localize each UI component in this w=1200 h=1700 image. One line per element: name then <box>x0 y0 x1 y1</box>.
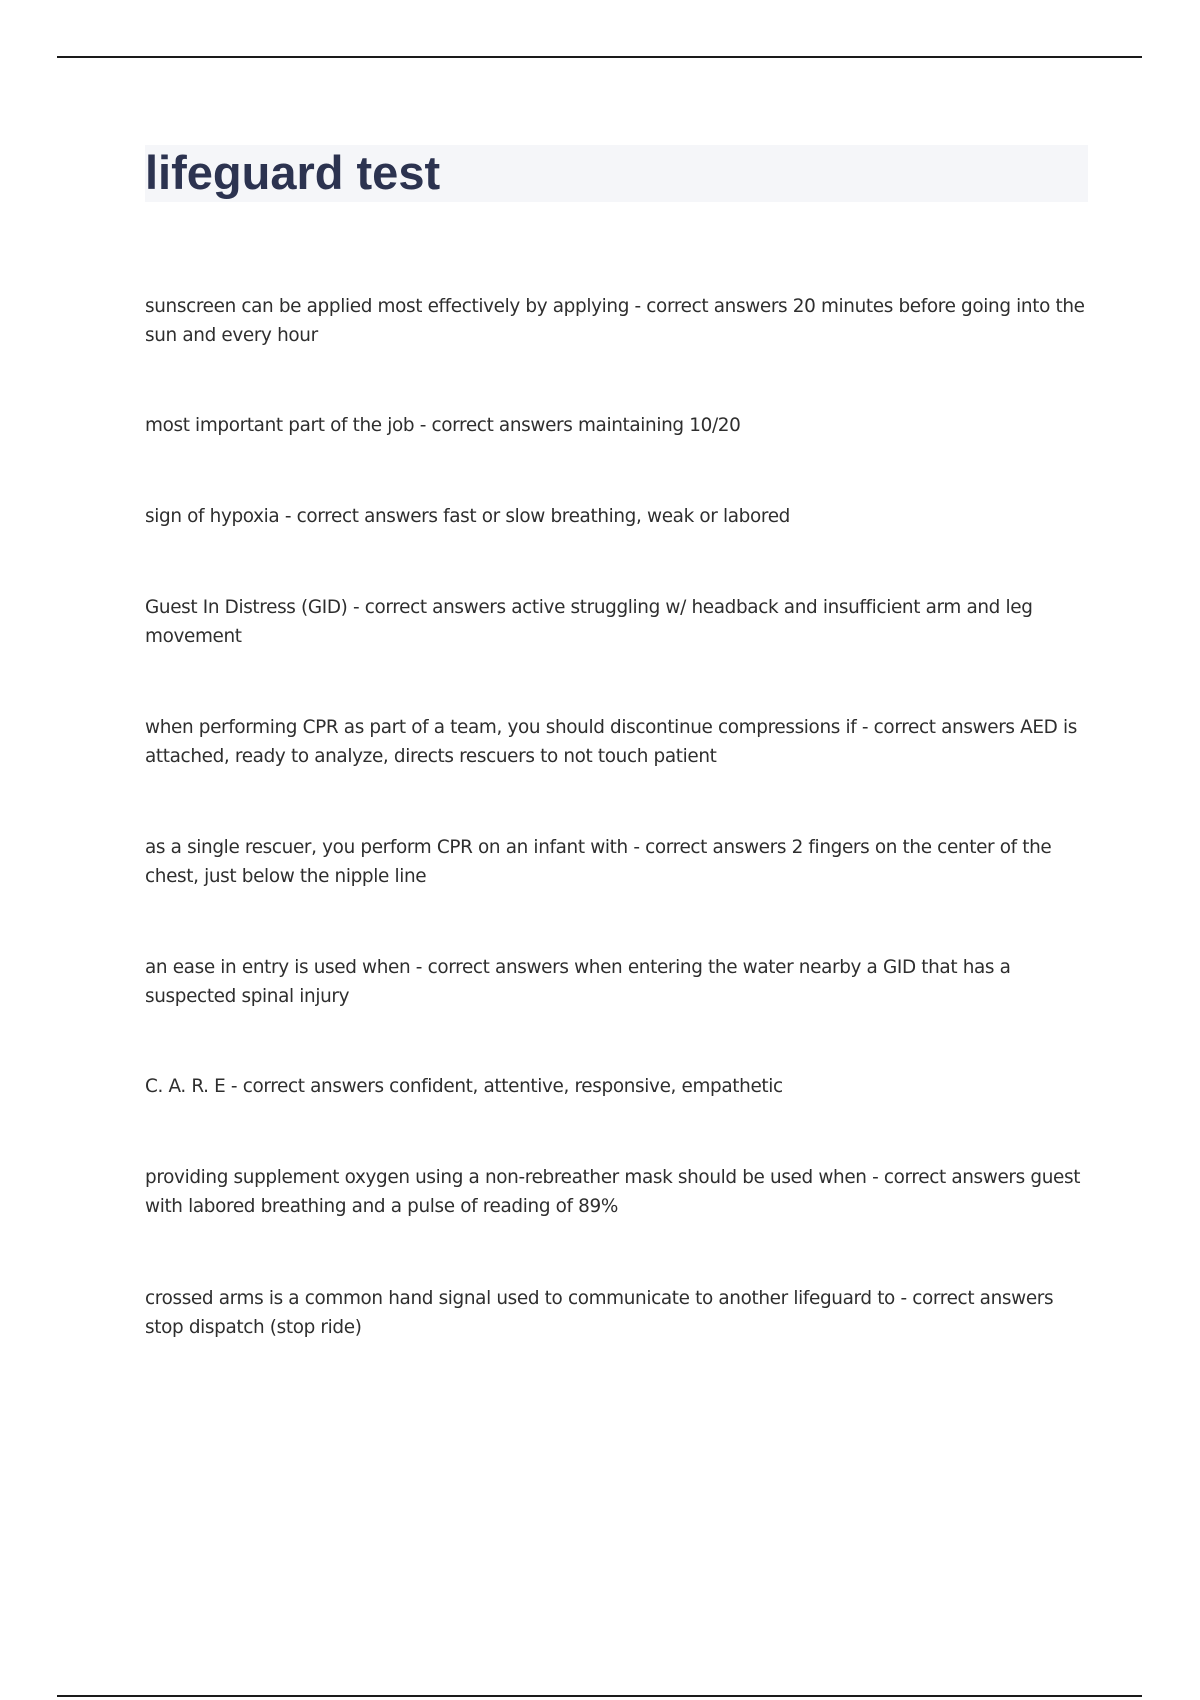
document-title: lifeguard test <box>145 146 441 199</box>
qa-item: sunscreen can be applied most effectively by applying - correct answers 20 minutes before going into the sun and every hour <box>145 296 1085 346</box>
qa-item: as a single rescuer, you perform CPR on an infant with - correct answers 2 fingers on the center of the chest, just below the nipple line <box>145 837 1052 887</box>
qa-item: providing supplement oxygen using a non-rebreather mask should be used when - correct answers guest with labored breathing and a pulse of reading of 89% <box>145 1167 1081 1217</box>
qa-item: most important part of the job - correct answers maintaining 10/20 <box>145 415 741 436</box>
header-rule <box>57 56 1142 58</box>
qa-item: C. A. R. E - correct answers confident, attentive, responsive, empathetic <box>145 1076 783 1097</box>
qa-item: crossed arms is a common hand signal used to communicate to another lifeguard to - correct answers stop dispatch (stop ride) <box>145 1288 1054 1338</box>
qa-item: an ease in entry is used when - correct answers when entering the water nearby a GID that has a suspected spinal injury <box>145 957 1011 1007</box>
qa-item: Guest In Distress (GID) - correct answers active struggling w/ headback and insufficient arm and leg movement <box>145 597 1033 647</box>
qa-item: when performing CPR as part of a team, you should discontinue compressions if - correct answers AED is attached, ready to analyze, directs rescuers to not touch patient <box>145 717 1077 767</box>
qa-item: sign of hypoxia - correct answers fast or slow breathing, weak or labored <box>145 506 790 527</box>
footer-rule <box>57 1695 1142 1697</box>
